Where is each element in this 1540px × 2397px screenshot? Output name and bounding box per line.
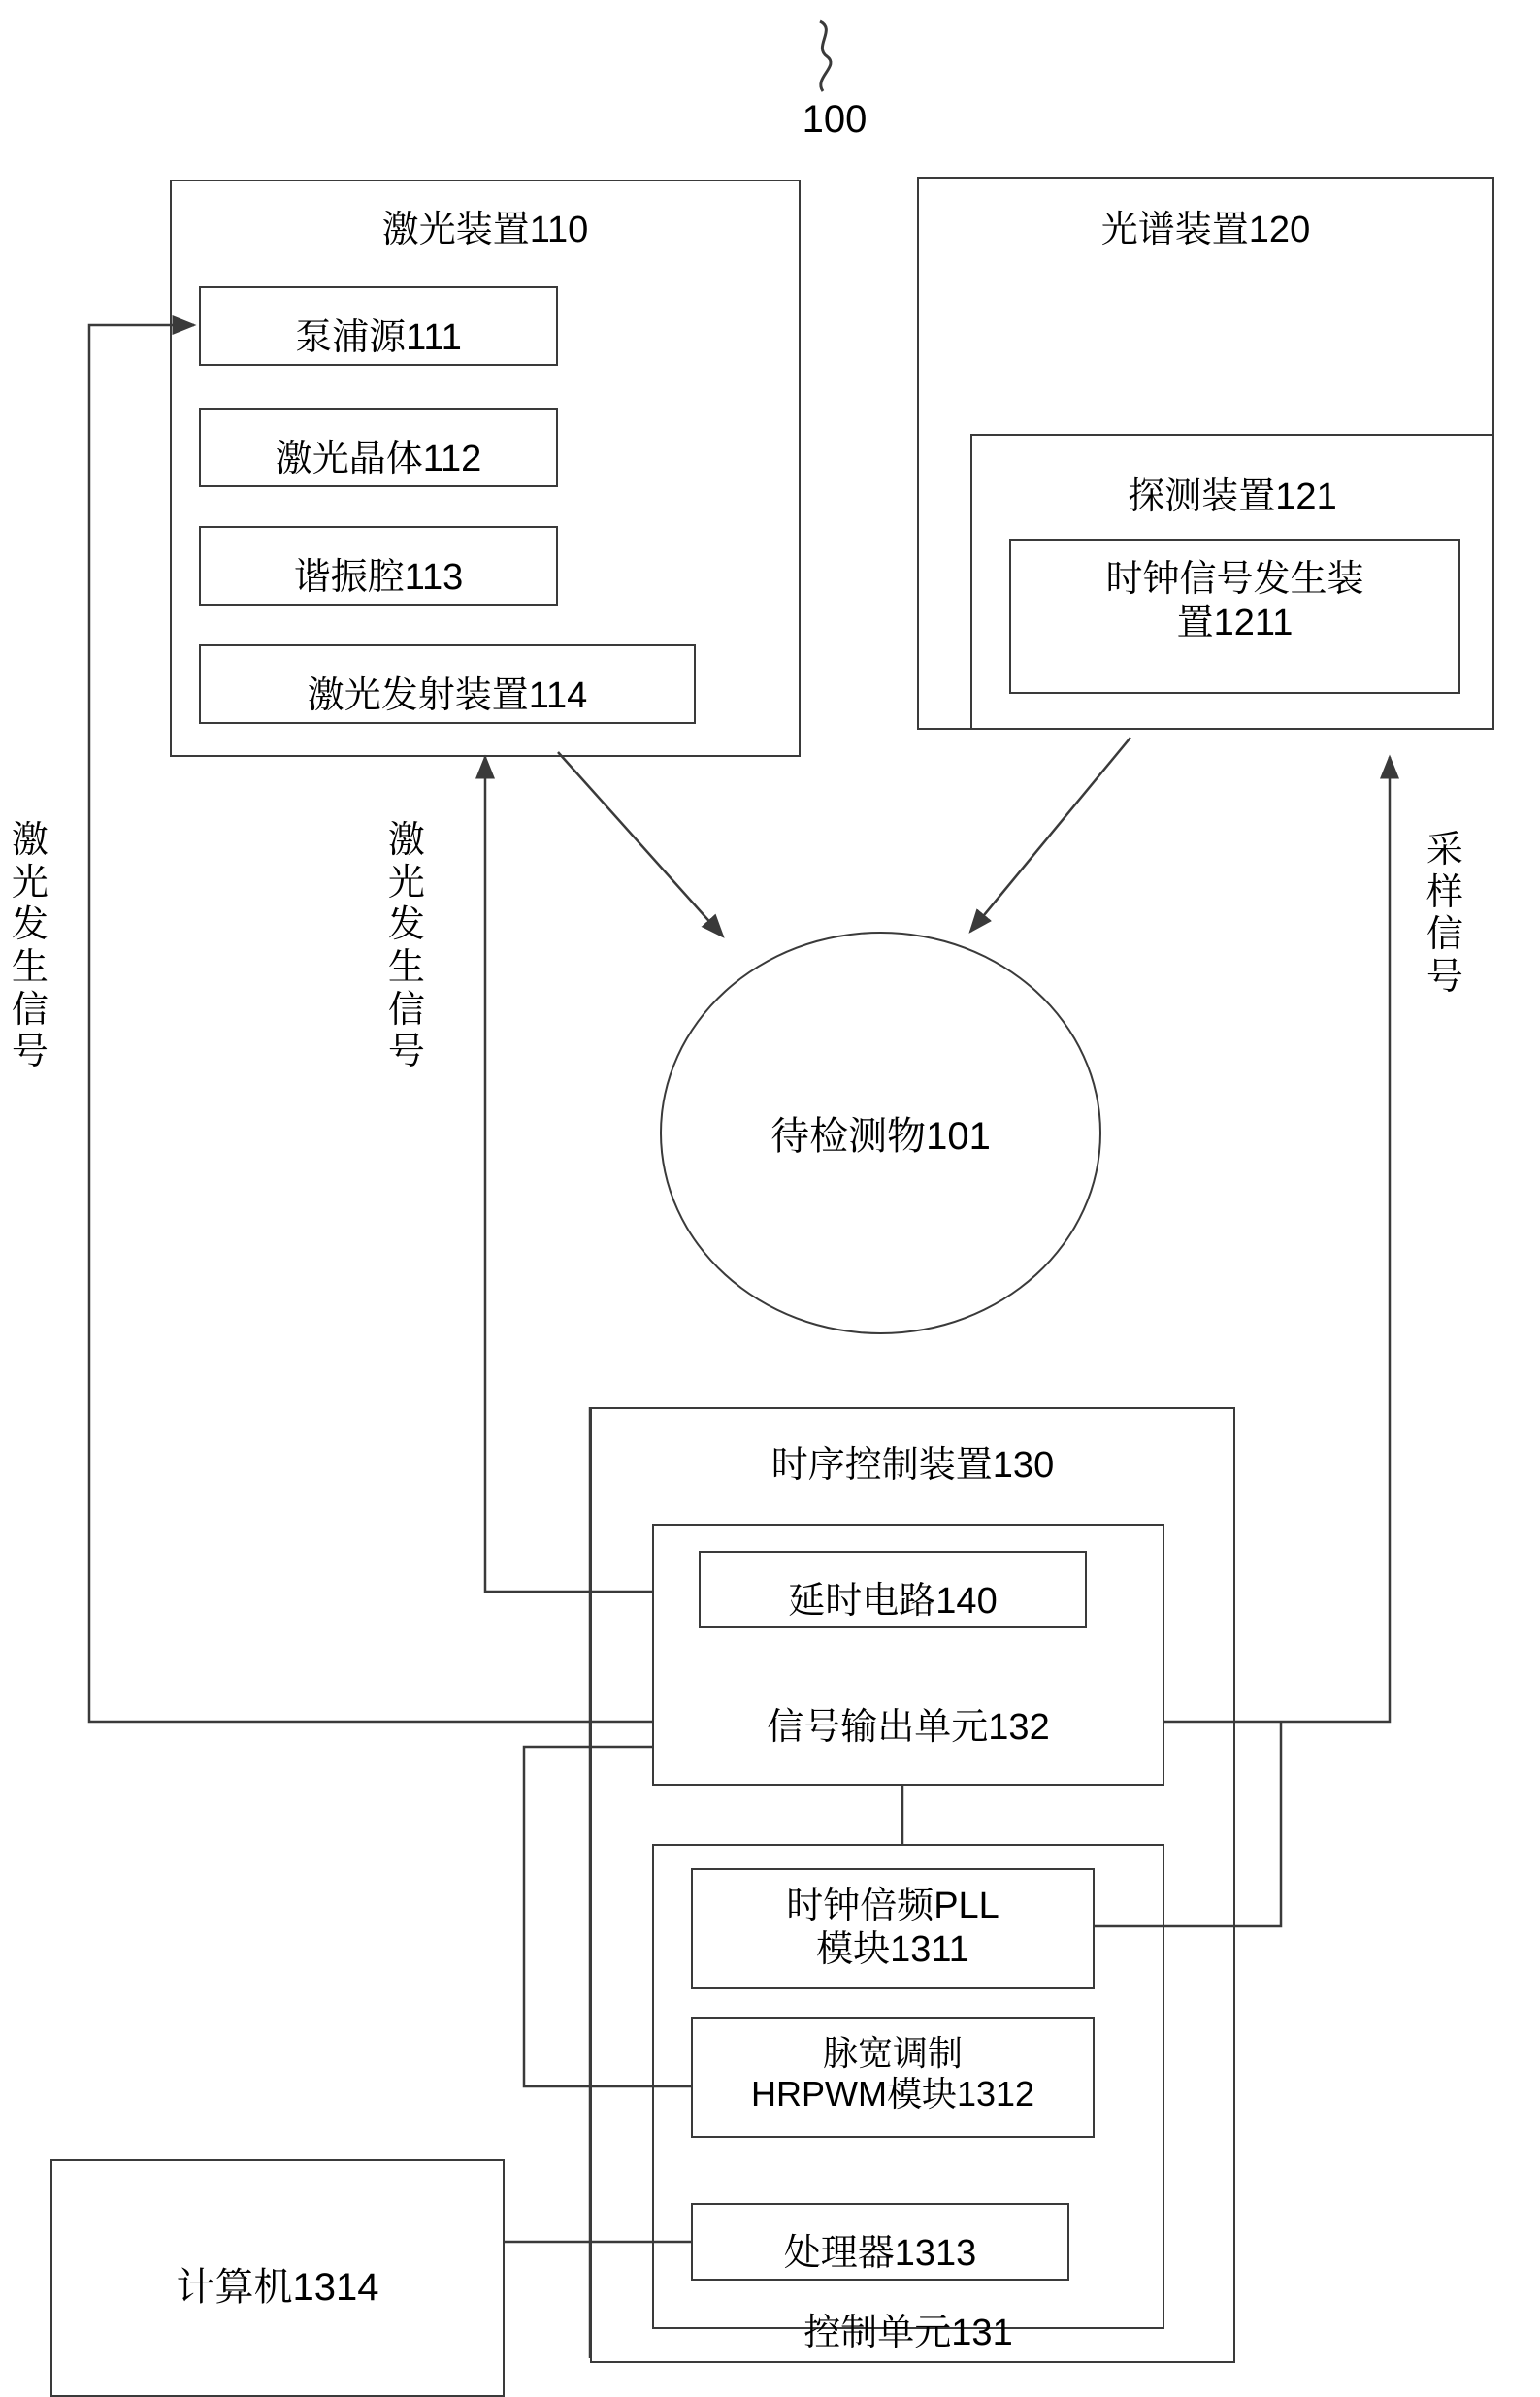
signal-output-unit-label: 信号输出单元132: [767, 1707, 1050, 1748]
figure-reference-number: 100: [802, 98, 868, 141]
sampling-signal-label: 采 样 信 号: [1425, 830, 1463, 999]
laser-crystal-label: 激光晶体112: [275, 439, 482, 479]
hrpwm-module-label: 脉宽调制 HRPWM模块1312: [750, 2033, 1035, 2115]
control-unit-title: 控制单元131: [803, 2313, 1013, 2353]
sample-label: 待检测物101: [770, 1115, 991, 1158]
pll-module-label: 时钟倍频PLL 模块1311: [786, 1886, 999, 1970]
laser-trigger-signal-mid-label: 激 光 发 生 信 号: [387, 820, 425, 1073]
pump-source-label: 泵浦源111: [295, 317, 462, 358]
resonant-cavity-label: 谐振腔113: [293, 557, 464, 598]
laser-emitter-label: 激光发射装置114: [307, 675, 588, 716]
processor-label: 处理器1313: [783, 2233, 977, 2274]
spectrum-device-title: 光谱装置120: [1100, 210, 1311, 250]
timing-control-title: 时序控制装置130: [770, 1445, 1055, 1486]
clock-signal-generator-label: 时钟信号发生装 置1211: [1105, 559, 1364, 643]
delay-circuit-label: 延时电路140: [788, 1581, 998, 1622]
sample-under-test: [660, 932, 1101, 1334]
laser-device-title: 激光装置110: [381, 210, 589, 250]
computer-label: 计算机1314: [176, 2266, 379, 2309]
laser-trigger-signal-left-label: 激 光 发 生 信 号: [11, 820, 49, 1073]
detector-device-title: 探测装置121: [1128, 476, 1337, 517]
